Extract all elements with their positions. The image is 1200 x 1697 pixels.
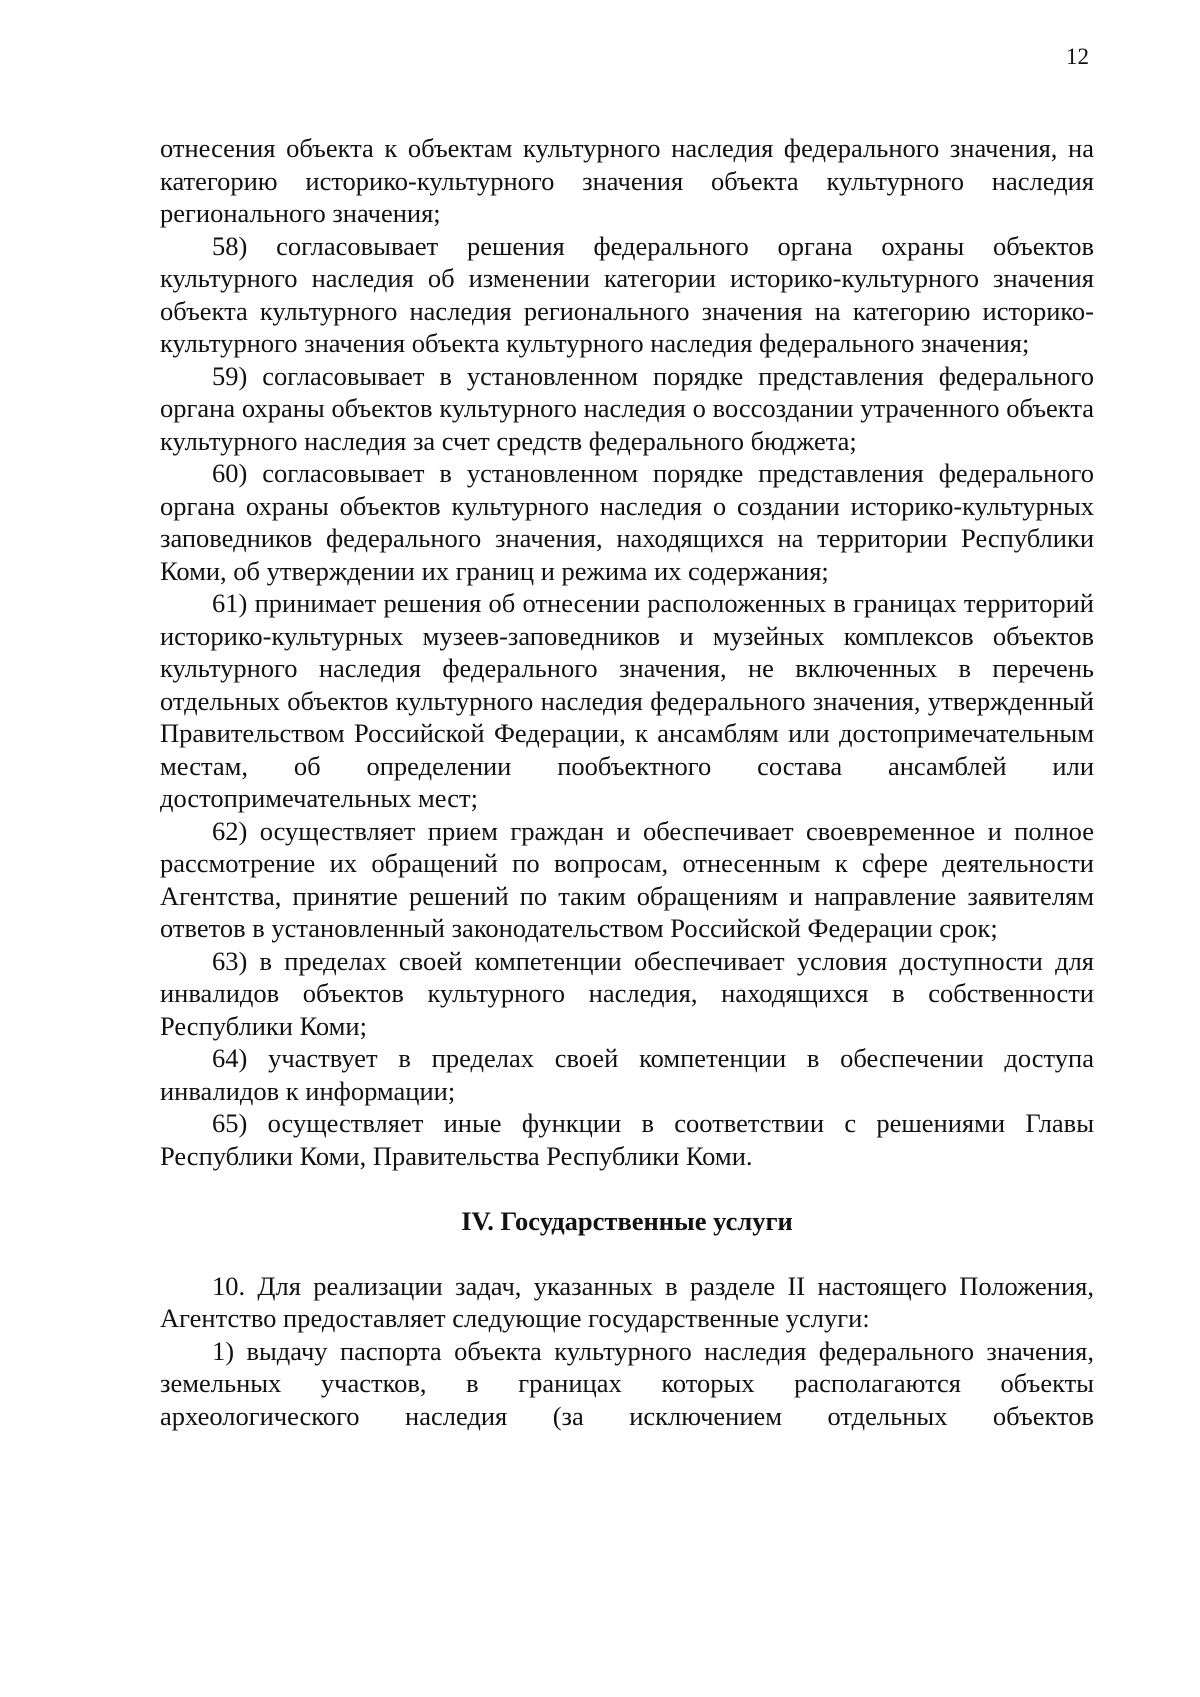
page-number: 12 <box>1066 44 1089 69</box>
paragraph-item-58: 58) согласовывает решения федерального органа охраны объектов культурного наследия об изменении категории историко-культурного значения объекта культурного наследия регионального значения на категорию историко-культурного значения объекта культурного наследия федерального значения; <box>160 230 1094 358</box>
document-body <box>160 132 1094 1432</box>
paragraph-continuation: отнесения объекта к объектам культурного наследия федерального значения, на категорию историко-культурного значения объекта культурного наследия регионального значения; <box>160 133 1094 228</box>
paragraph-item-64: 64) участвует в пределах своей компетенции в обеспечении доступа инвалидов к информации; <box>160 1043 1094 1106</box>
paragraph-item-62: 62) осуществляет прием граждан и обеспечивает своевременное и полное рассмотрение их обращений по вопросам, отнесенным к сфере деятельности Агентства, принятие решений по таким обращениям и направление заявителям ответов в установленный законодательством Российской Федерации срок; <box>160 815 1094 943</box>
section-heading: IV. Государственные услуги <box>461 1206 793 1236</box>
paragraph-item-63: 63) в пределах своей компетенции обеспечивает условия доступности для инвалидов объектов культурного наследия, находящихся в собственности Республики Коми; <box>160 945 1094 1041</box>
paragraph-clause-10: 10. Для реализации задач, указанных в разделе II настоящего Положения, Агентство предоставляет следующие государственные услуги: <box>160 1270 1094 1333</box>
paragraph-item-61: 61) принимает решения об отнесении расположенных в границах территорий историко-культурных музеев-заповедников и музейных комплексов объектов культурного наследия федерального значения, не включенных в перечень отдельных объектов культурного наследия федерального значения, утвержденный Правительством Российской Федерации, к ансамблям или достопримечательным местам, об определении пообъектного состава ансамблей или достопримечательных мест; <box>160 588 1094 813</box>
paragraph-item-59: 59) согласовывает в установленном порядке представления федерального органа охраны объектов культурного наследия о воссоздании утраченного объекта культурного наследия за счет средств федерального бюджета; <box>160 360 1094 456</box>
paragraph-item-60: 60) согласовывает в установленном порядке представления федерального органа охраны объектов культурного наследия о создании историко-культурных заповедников федерального значения, находящихся на территории Республики Коми, об утверждении их границ и режима их содержания; <box>160 458 1094 586</box>
paragraph-service-1: 1) выдачу паспорта объекта культурного наследия федерального значения, земельных участков, в границах которых располагаются объекты археологического наследия (за исключением отдельных объектов <box>160 1335 1094 1431</box>
paragraph-item-65: 65) осуществляет иные функции в соответствии с решениями Главы Республики Коми, Правительства Республики Коми. <box>160 1108 1094 1171</box>
